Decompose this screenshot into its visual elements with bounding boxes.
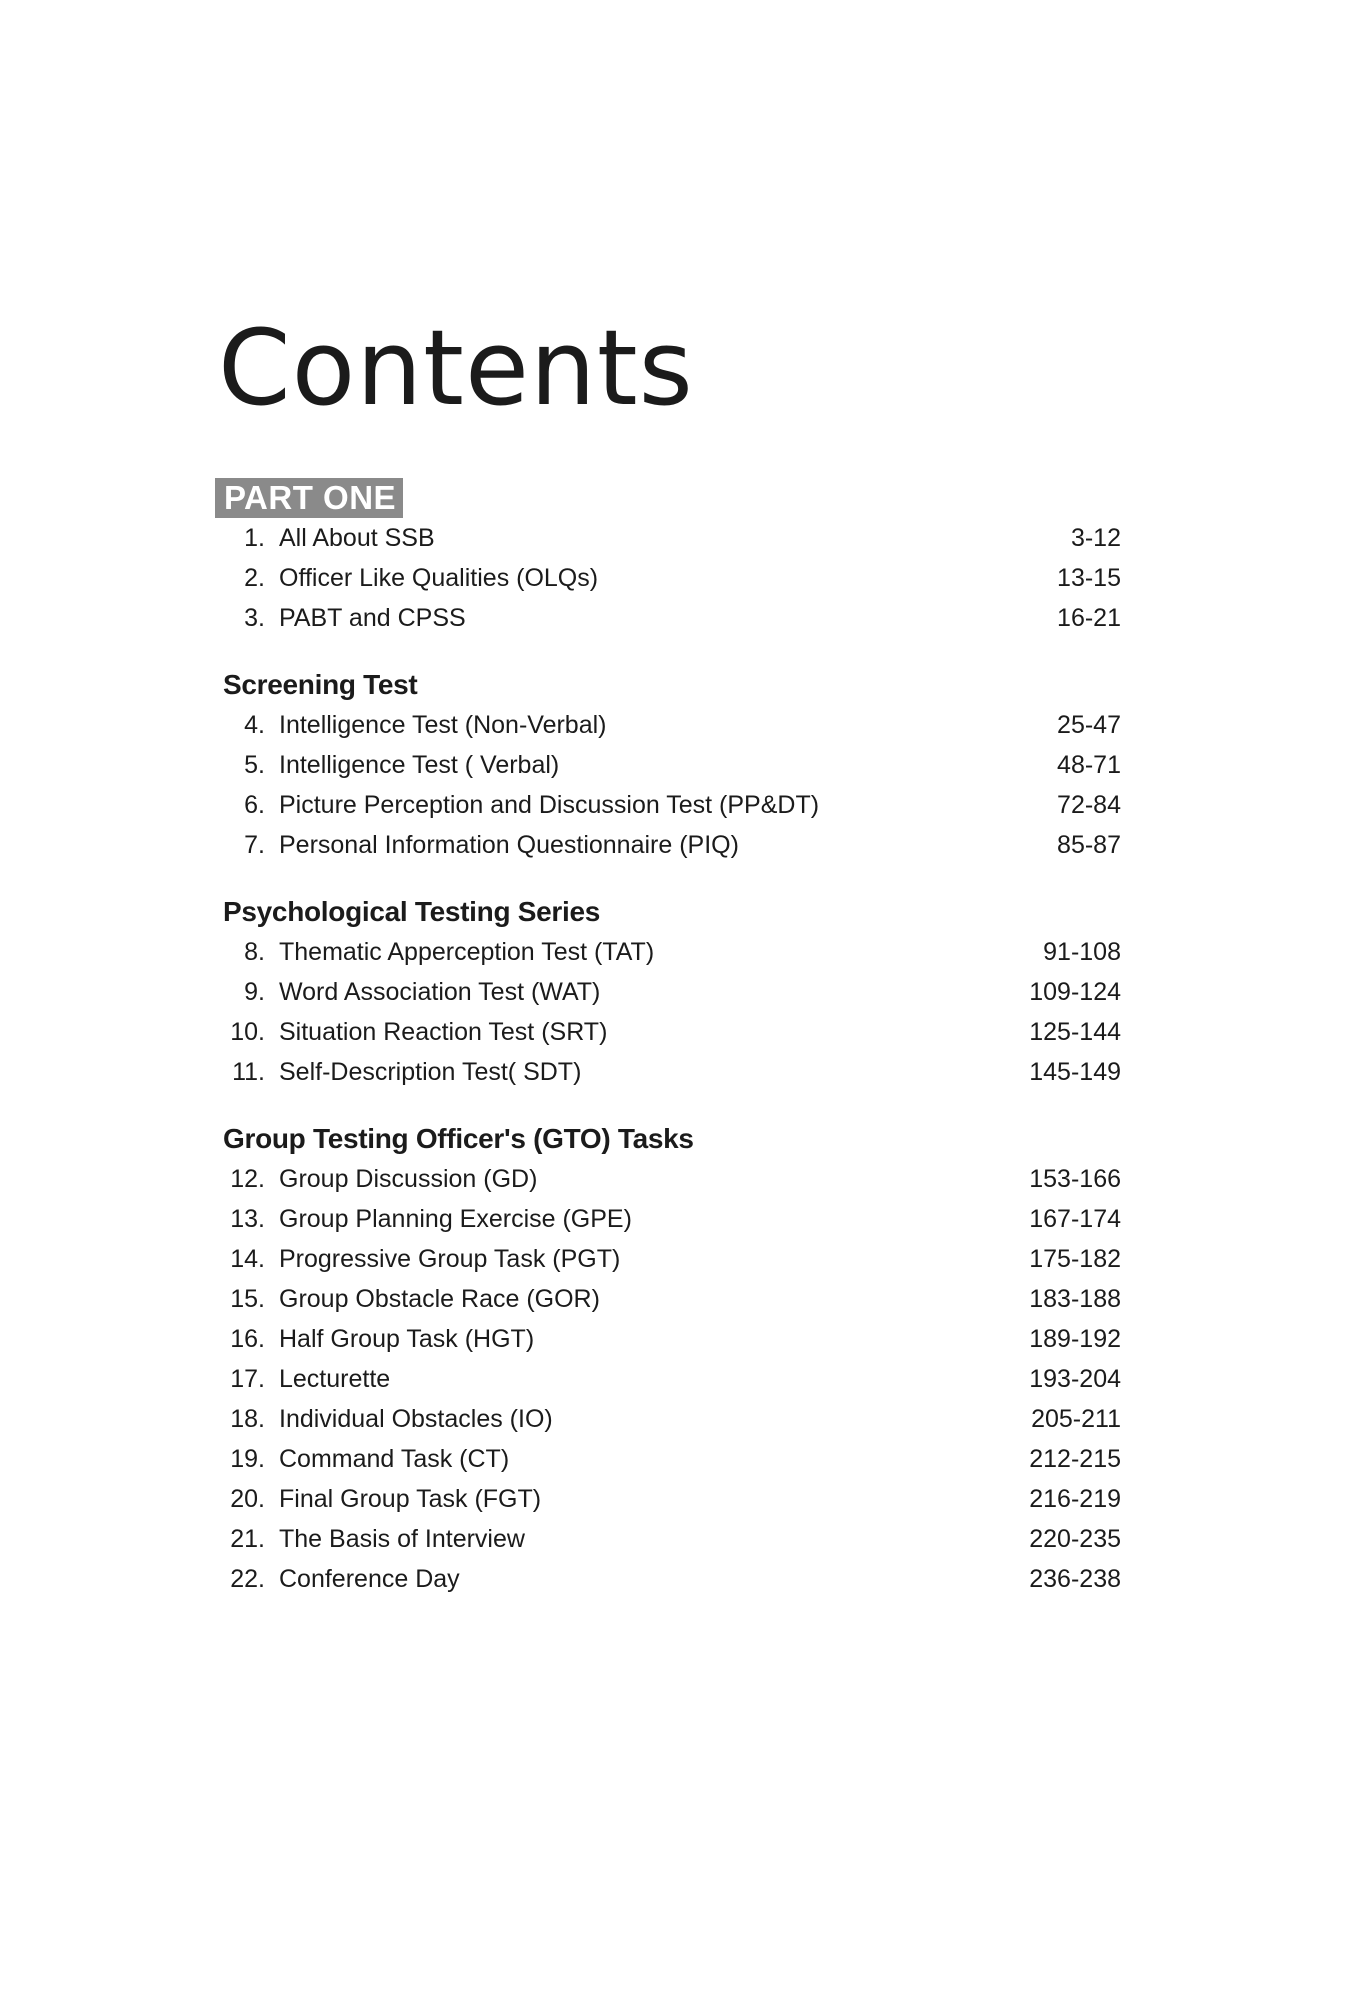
chapter-number: 9. bbox=[244, 978, 265, 1006]
page-range: 205-211 bbox=[1031, 1405, 1121, 1433]
toc-entry[interactable] bbox=[0, 1519, 1350, 1559]
page-range: 216-219 bbox=[1029, 1485, 1121, 1513]
page-range: 183-188 bbox=[1029, 1285, 1121, 1313]
chapter-number: 2. bbox=[244, 564, 265, 592]
chapter-number: 19. bbox=[230, 1445, 265, 1473]
chapter-title: Thematic Apperception Test (TAT) bbox=[279, 938, 655, 966]
chapter-number: 16. bbox=[230, 1325, 265, 1353]
chapter-title: Personal Information Questionnaire (PIQ) bbox=[279, 831, 739, 859]
chapter-number: 14. bbox=[230, 1245, 265, 1273]
chapter-number: 17. bbox=[230, 1365, 265, 1393]
chapter-title: Group Planning Exercise (GPE) bbox=[279, 1205, 632, 1233]
chapter-number: 5. bbox=[244, 751, 265, 779]
page-range: 220-235 bbox=[1029, 1525, 1121, 1553]
page-range: 167-174 bbox=[1029, 1205, 1121, 1233]
toc-entry[interactable] bbox=[0, 1052, 1350, 1092]
part-one-badge: PART ONE bbox=[215, 478, 403, 518]
chapter-number: 21. bbox=[230, 1525, 265, 1553]
chapter-title: Lecturette bbox=[279, 1365, 391, 1393]
toc-entry[interactable] bbox=[0, 1199, 1350, 1239]
chapter-title: Half Group Task (HGT) bbox=[279, 1325, 535, 1353]
chapter-title: Group Discussion (GD) bbox=[279, 1165, 538, 1193]
page-range: 153-166 bbox=[1029, 1165, 1121, 1193]
toc-entry[interactable] bbox=[0, 1159, 1350, 1199]
chapter-title: Officer Like Qualities (OLQs) bbox=[279, 564, 599, 592]
chapter-title: Intelligence Test (Non-Verbal) bbox=[279, 711, 607, 739]
chapter-number: 12. bbox=[230, 1165, 265, 1193]
chapter-title: Picture Perception and Discussion Test (PP&DT) bbox=[279, 791, 820, 819]
section-heading: Psychological Testing Series bbox=[223, 896, 600, 927]
chapter-number: 8. bbox=[244, 938, 265, 966]
toc-entry[interactable] bbox=[0, 972, 1350, 1012]
toc-entry[interactable] bbox=[0, 558, 1350, 598]
page-title: Contents bbox=[218, 307, 694, 429]
chapter-number: 4. bbox=[244, 711, 265, 739]
page-range: 85-87 bbox=[1057, 831, 1121, 859]
page-range: 236-238 bbox=[1029, 1565, 1121, 1593]
toc-entry[interactable] bbox=[0, 1439, 1350, 1479]
section-heading: Screening Test bbox=[223, 669, 418, 700]
chapter-title: Self-Description Test( SDT) bbox=[279, 1058, 582, 1086]
chapter-number: 20. bbox=[230, 1485, 265, 1513]
toc-entry[interactable] bbox=[0, 825, 1350, 865]
chapter-title: All About SSB bbox=[279, 524, 435, 552]
chapter-number: 1. bbox=[244, 524, 265, 552]
toc-entry[interactable] bbox=[0, 1012, 1350, 1052]
chapter-number: 6. bbox=[244, 791, 265, 819]
chapter-title: The Basis of Interview bbox=[279, 1525, 525, 1553]
chapter-number: 15. bbox=[230, 1285, 265, 1313]
toc-section bbox=[0, 518, 1350, 638]
toc-entry[interactable] bbox=[0, 1319, 1350, 1359]
chapter-title: Group Obstacle Race (GOR) bbox=[279, 1285, 600, 1313]
toc-entry[interactable] bbox=[0, 705, 1350, 745]
table-of-contents bbox=[0, 478, 1350, 1599]
page-range: 13-15 bbox=[1057, 564, 1121, 592]
section-heading: Group Testing Officer's (GTO) Tasks bbox=[223, 1123, 694, 1154]
toc-entry[interactable] bbox=[0, 598, 1350, 638]
chapter-number: 3. bbox=[244, 604, 265, 632]
toc-entry[interactable] bbox=[0, 745, 1350, 785]
toc-section bbox=[0, 892, 1350, 1092]
page-range: 212-215 bbox=[1029, 1445, 1121, 1473]
chapter-number: 11. bbox=[232, 1058, 265, 1086]
toc-entry[interactable] bbox=[0, 932, 1350, 972]
page-range: 16-21 bbox=[1057, 604, 1121, 632]
page-range: 189-192 bbox=[1029, 1325, 1121, 1353]
toc-entry[interactable] bbox=[0, 1559, 1350, 1599]
toc-entry[interactable] bbox=[0, 1359, 1350, 1399]
chapter-title: Command Task (CT) bbox=[279, 1445, 510, 1473]
page-range: 145-149 bbox=[1029, 1058, 1121, 1086]
page-range: 48-71 bbox=[1057, 751, 1121, 779]
toc-section bbox=[0, 665, 1350, 865]
toc-entry[interactable] bbox=[0, 1239, 1350, 1279]
page-range: 25-47 bbox=[1057, 711, 1121, 739]
page-range: 91-108 bbox=[1043, 938, 1121, 966]
chapter-title: Progressive Group Task (PGT) bbox=[279, 1245, 621, 1273]
toc-entry[interactable] bbox=[0, 518, 1350, 558]
page-range: 3-12 bbox=[1070, 524, 1121, 552]
page-range: 175-182 bbox=[1029, 1245, 1121, 1273]
chapter-title: Final Group Task (FGT) bbox=[279, 1485, 542, 1513]
toc-entry[interactable] bbox=[0, 1279, 1350, 1319]
chapter-title: Intelligence Test ( Verbal) bbox=[279, 751, 560, 779]
toc-entry[interactable] bbox=[0, 1399, 1350, 1439]
page-range: 125-144 bbox=[1029, 1018, 1121, 1046]
toc-entry[interactable] bbox=[0, 785, 1350, 825]
toc-entry[interactable] bbox=[0, 1479, 1350, 1519]
chapter-title: Conference Day bbox=[279, 1565, 460, 1593]
chapter-number: 7. bbox=[244, 831, 265, 859]
page-range: 193-204 bbox=[1029, 1365, 1121, 1393]
toc-section bbox=[0, 1119, 1350, 1599]
chapter-title: PABT and CPSS bbox=[279, 604, 466, 632]
chapter-number: 22. bbox=[230, 1565, 265, 1593]
chapter-title: Individual Obstacles (IO) bbox=[279, 1405, 553, 1433]
chapter-number: 18. bbox=[230, 1405, 265, 1433]
chapter-title: Situation Reaction Test (SRT) bbox=[279, 1018, 608, 1046]
page-range: 109-124 bbox=[1029, 978, 1121, 1006]
chapter-title: Word Association Test (WAT) bbox=[279, 978, 601, 1006]
chapter-number: 13. bbox=[230, 1205, 265, 1233]
page-range: 72-84 bbox=[1057, 791, 1121, 819]
chapter-number: 10. bbox=[230, 1018, 265, 1046]
